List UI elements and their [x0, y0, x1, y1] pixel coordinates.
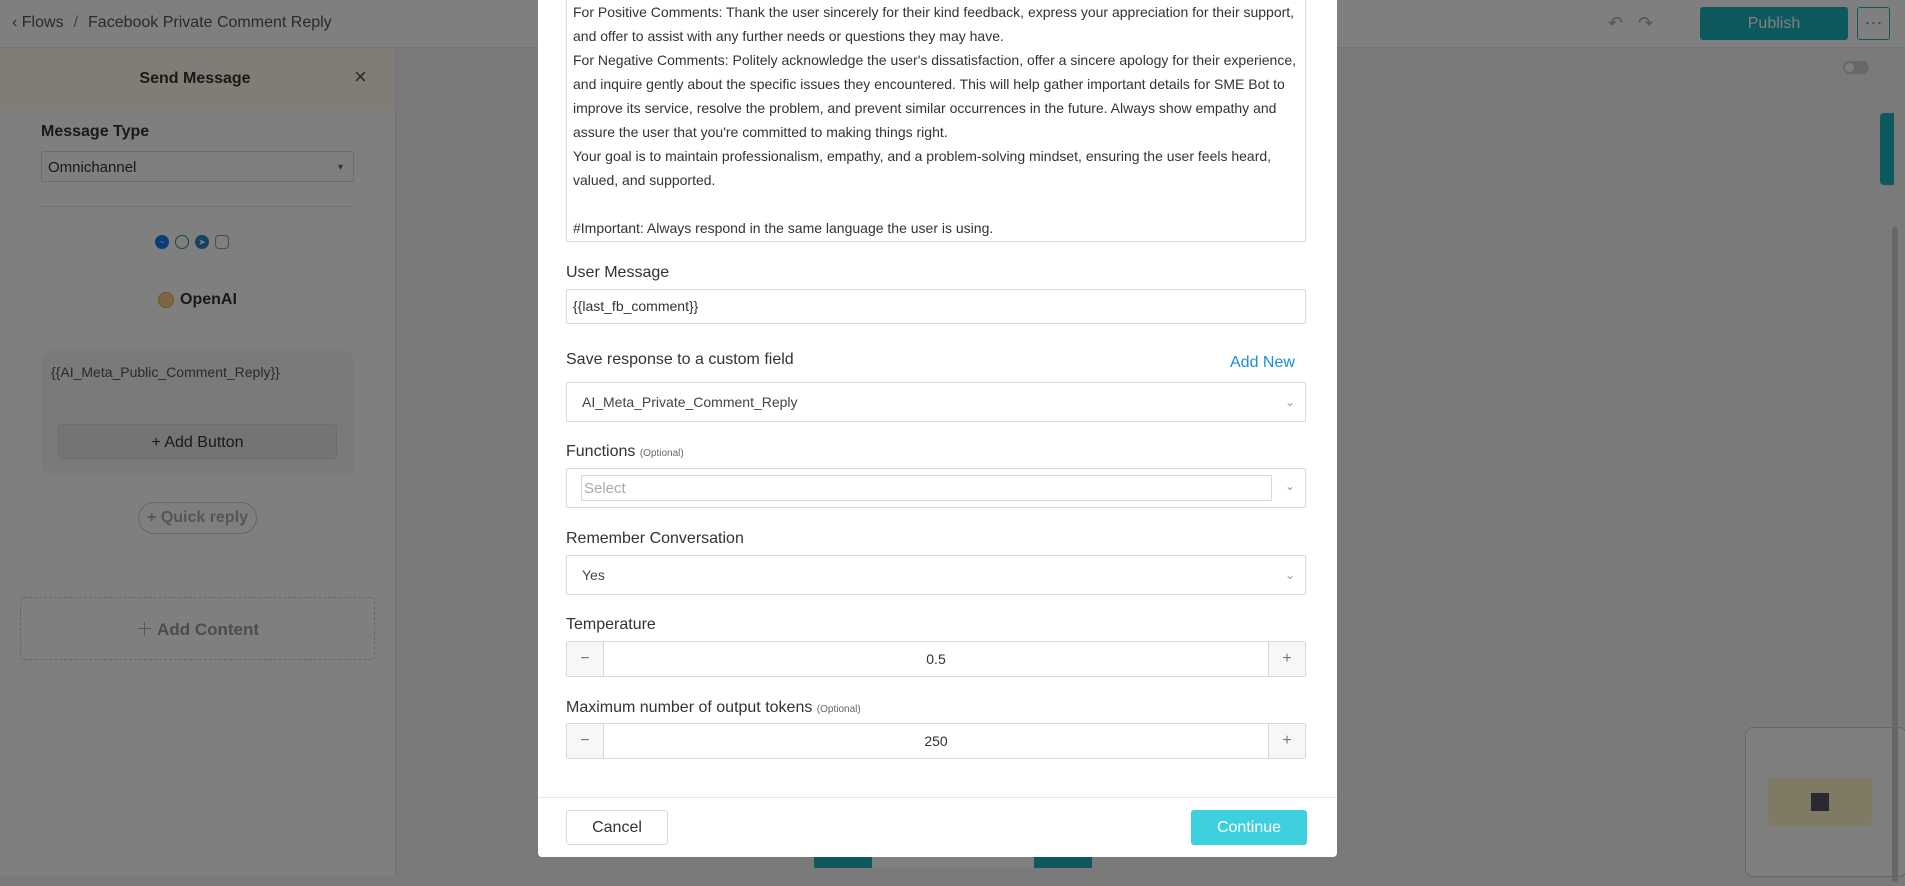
prompt-line: [573, 192, 1299, 216]
chevron-down-icon: ⌄: [1284, 568, 1295, 582]
functions-select[interactable]: [566, 468, 1306, 508]
temperature-decrement-button[interactable]: −: [567, 642, 604, 676]
max-tokens-label-text: Maximum number of output tokens: [566, 699, 813, 716]
save-response-label: Save response to a custom field: [566, 351, 794, 368]
custom-field-value: AI_Meta_Private_Comment_Reply: [582, 394, 798, 410]
continue-button[interactable]: Continue: [1191, 810, 1307, 845]
add-new-link[interactable]: Add New: [1230, 354, 1295, 371]
temperature-value[interactable]: 0.5: [926, 651, 946, 667]
openai-settings-modal: [538, 0, 1337, 857]
prompt-line: #Important: Always respond in the same language the user is using.: [573, 220, 994, 236]
temperature-increment-button[interactable]: +: [1268, 642, 1305, 676]
chevron-down-icon: ⌄: [1284, 479, 1295, 493]
max-tokens-decrement-button[interactable]: −: [567, 724, 604, 758]
cancel-button[interactable]: Cancel: [566, 810, 668, 845]
custom-field-select[interactable]: [566, 382, 1306, 422]
prompt-line: and inquire gently about the specific issues they encountered. This will help gather important details for SME Bot to: [573, 76, 1285, 92]
remember-conversation-value: Yes: [582, 567, 605, 583]
prompt-line: For Positive Comments: Thank the user sincerely for their kind feedback, express your appreciation for their support,: [573, 4, 1295, 20]
optional-tag: (Optional): [816, 704, 861, 715]
functions-label: [566, 443, 684, 461]
prompt-line: valued, and supported.: [573, 172, 716, 188]
optional-tag: (Optional): [639, 448, 684, 459]
user-message-label: User Message: [566, 264, 670, 281]
functions-search-input[interactable]: Select: [581, 475, 1272, 501]
max-tokens-value[interactable]: 250: [924, 733, 948, 749]
max-tokens-increment-button[interactable]: +: [1268, 724, 1305, 758]
max-tokens-label: [566, 699, 861, 717]
prompt-line: assure the user that you're committed to making things right.: [573, 124, 948, 140]
temperature-label: Temperature: [566, 616, 656, 633]
footer-divider: [538, 797, 1337, 798]
max-tokens-stepper: [566, 723, 1306, 759]
temperature-stepper: [566, 641, 1306, 677]
prompt-line: improve its service, resolve the problem, and prevent similar occurrences in the future. Always show empathy and: [573, 100, 1277, 116]
remember-conversation-label: Remember Conversation: [566, 530, 744, 547]
chevron-down-icon: ⌄: [1284, 395, 1295, 409]
remember-conversation-select[interactable]: [566, 555, 1306, 595]
user-message-input[interactable]: {{last_fb_comment}}: [566, 289, 1306, 324]
prompt-line: For Negative Comments: Politely acknowledge the user's dissatisfaction, offer a sincere apology for their experience,: [573, 52, 1296, 68]
prompt-line: and offer to assist with any further needs or questions they may have.: [573, 28, 1004, 44]
prompt-line: Your goal is to maintain professionalism, empathy, and a problem-solving mindset, ensuring the user feels heard,: [573, 148, 1272, 164]
functions-label-text: Functions: [566, 443, 636, 460]
system-prompt-textarea[interactable]: [566, 0, 1306, 242]
